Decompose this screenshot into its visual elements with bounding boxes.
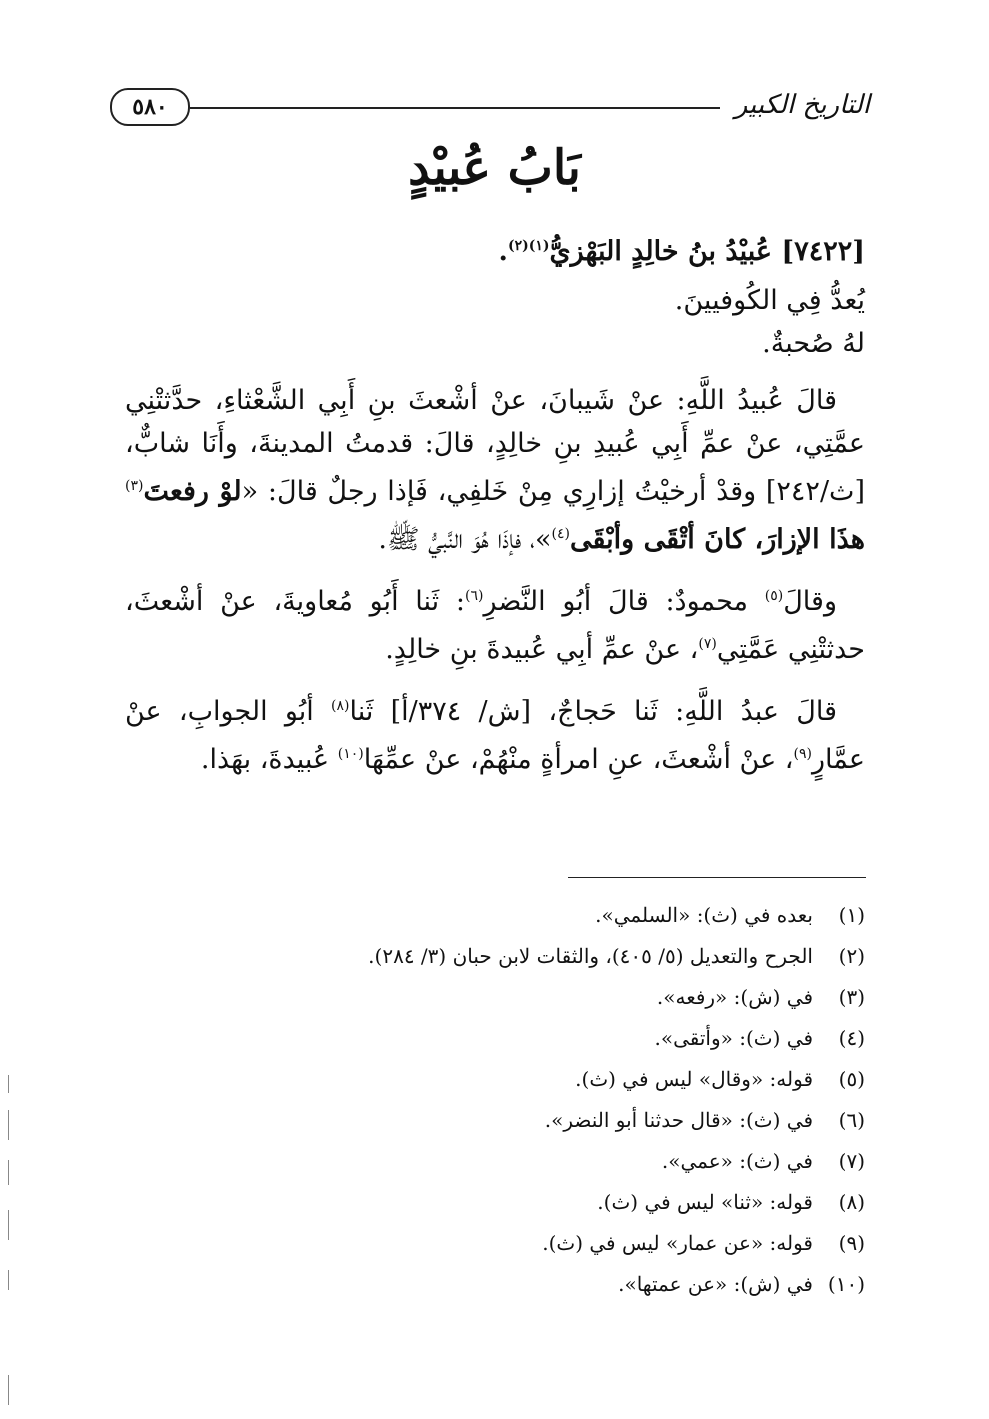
footnote-ref-8: (٨): [331, 698, 350, 714]
p2-text-d: ، عنْ عمِّ أبِي عُبيدةَ بنِ خالِدٍ.: [385, 634, 699, 665]
footnote-text: في (ش): «رفعه».: [656, 985, 813, 1009]
footnote: [125, 936, 865, 977]
footnote-text: قوله: «عن عمار» ليس في (ث).: [542, 1231, 813, 1255]
p2-text-a: وقالَ: [783, 586, 837, 617]
footnote-number: (٧): [838, 1149, 865, 1173]
running-title: التاريخ الكبير: [734, 90, 870, 120]
scan-mark: [8, 1160, 9, 1185]
p2-text-c: : ثَنا أَبُو مُعاويةَ، عنْ أشْعثَ، حدثتْنِي عَمَّتِي: [125, 586, 865, 665]
footnote-ref-7: (٧): [698, 636, 717, 652]
footnote: [125, 1059, 865, 1100]
chapter-title: بَابُ عُبيْدٍ: [408, 140, 581, 196]
scan-margin-marks: [8, 1075, 10, 1415]
footnote: [125, 1018, 865, 1059]
footnote-number: (٢): [838, 944, 865, 968]
entry-line-1: يُعدُّ فِي الكُوفيينَ.: [674, 285, 865, 316]
footnote-text: قوله: «ثنا» ليس في (ث).: [597, 1190, 813, 1214]
p3-text-d: عُبيدةَ، بهَذا.: [200, 744, 338, 775]
footnote-text: في (ش): «عن عمتها».: [618, 1272, 813, 1296]
footnote-text: قوله: «وقال» ليس في (ث).: [575, 1067, 813, 1091]
entry-name: عُبيْدُ بنُ خالِدٍ البَهْزيُّ: [549, 236, 773, 267]
footnote: [125, 1223, 865, 1264]
footnote-ref-4: (٤): [551, 526, 570, 542]
footnote-ref-3: (٣): [125, 478, 144, 494]
footnote: [125, 1264, 865, 1305]
footnote-text: بعده في (ث): «السلمي».: [595, 903, 813, 927]
scan-mark: [8, 1110, 9, 1140]
footnote-number: (١٠): [827, 1272, 865, 1296]
footnote-ref-10: (١٠): [337, 746, 364, 762]
entry-number: [٧٤٢٢]: [781, 236, 865, 267]
footnote-number: (٨): [838, 1190, 865, 1214]
scan-mark: [8, 1375, 9, 1405]
p1-quote-a: لوْ رفعتَ: [143, 476, 242, 507]
entry-line-2: لهُ صُحبةٌ.: [762, 328, 865, 359]
page-number: ٥٨٠: [110, 88, 190, 126]
p2-text-b: محمودٌ: قالَ أبُو النَّضرِ: [483, 586, 765, 617]
footnote: [125, 1141, 865, 1182]
footnote-ref-6: (٦): [464, 588, 484, 604]
page-header: [110, 88, 870, 128]
footnote-number: (١): [838, 903, 865, 927]
paragraph-1: [125, 379, 865, 561]
footnote-separator: [568, 877, 866, 878]
footnote: [125, 977, 865, 1018]
entry-name-notes: (١)(٢): [507, 238, 550, 254]
footnote-text: الجرح والتعديل (٥/ ٤٠٥)، والثقات لابن حبان (٣/ ٢٨٤).: [368, 944, 813, 968]
footnote-number: (٥): [838, 1067, 865, 1091]
footnote-ref-5: (٥): [764, 588, 784, 604]
body-text: [125, 225, 865, 781]
footnotes: [125, 895, 865, 1305]
entry-heading: [٧٤٢٢] عُبيْدُ بنُ خالِدٍ البَهْزيُّ$^{(١)(٢)}$.: [498, 236, 865, 267]
paragraph-3: [125, 685, 865, 781]
header-rule: [190, 107, 720, 109]
p1-quote-b: هذَا الإزارَ، كانَ أتْقَى وأبْقَى: [569, 524, 865, 555]
p1-text-b: »، فإذَا هُوَ النَّبيُّ ﷺ.: [378, 524, 552, 555]
scan-mark: [8, 1270, 9, 1290]
footnote-ref-9: (٩): [793, 746, 812, 762]
p1-text-a: قالَ عُبيدُ اللَّهِ: عنْ شَيبانَ، عنْ أشْعثَ بنِ أَبِي الشَّعْثاءِ، حدَّثتْنِي عمَّتِي، عنْ عمِّ أَبِي عُبيدِ بنِ خالِدٍ، قالَ: قدمتُ المدينةَ، وأَنَا شابٌّ، [ث/٢٤٢] وقدْ أرخيْتُ إزارِي مِنْ خَلفِي، فَإذا رجلٌ قالَ: «: [125, 385, 865, 507]
footnote-number: (٣): [838, 985, 865, 1009]
p3-text-a: قالَ عبدُ اللَّهِ: ثَنا حَجاجٌ، [ش/ ٣٧٤/أ] ثَنا: [349, 696, 837, 727]
footnote-text: في (ث): «وأتقى».: [654, 1026, 813, 1050]
p3-text-c: ، عنْ أشْعثَ، عنِ امرأةٍ منْهُمْ، عنْ عمِّهَا: [363, 744, 794, 775]
scan-mark: [8, 1075, 9, 1093]
footnote: [125, 895, 865, 936]
footnote-text: في (ث): «عمي».: [661, 1149, 813, 1173]
footnote: [125, 1182, 865, 1223]
scan-mark: [8, 1210, 9, 1240]
footnote-number: (٩): [838, 1231, 865, 1255]
paragraph-2: [125, 575, 865, 671]
p3-text-b: أبُو الجوابِ، عنْ عمَّارٍ: [125, 696, 865, 775]
footnote-number: (٤): [838, 1026, 865, 1050]
footnote: [125, 1100, 865, 1141]
footnote-text: في (ث): «قال حدثنا أبو النضر».: [544, 1108, 813, 1132]
footnote-number: (٦): [838, 1108, 865, 1132]
